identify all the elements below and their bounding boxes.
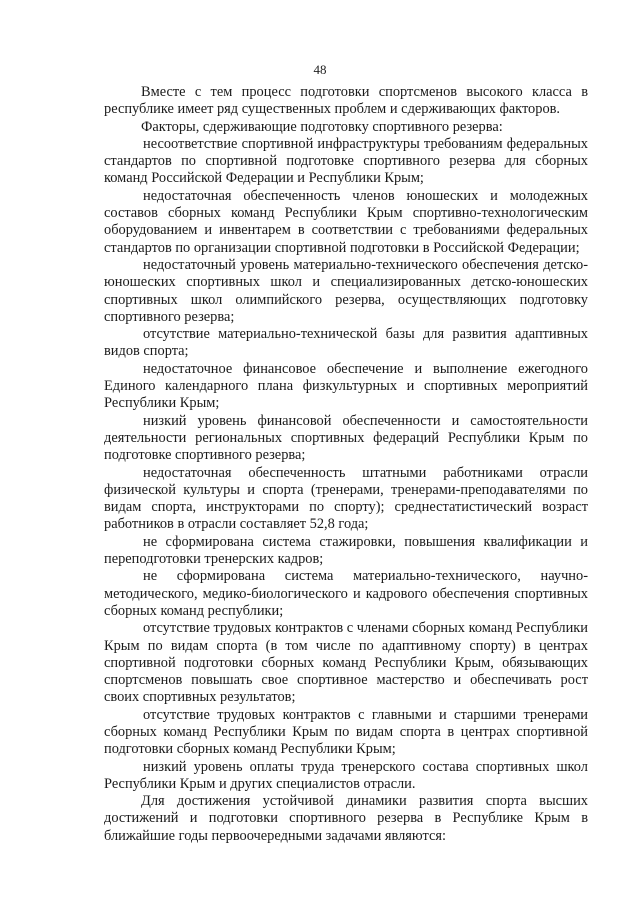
closing-paragraph: Для достижения устойчивой динамики развития спорта высших достижений и подготовки спортивного резерва в Республике Крым в ближайшие годы первоочередными задачами являются:	[104, 793, 588, 844]
factor-item: недостаточная обеспеченность штатными работниками отрасли физической культуры и спорта (тренерами, тренерами-преподавателями по видам спорта, инструкторами по спорту); среднестатистический возраст работников в отрасли составляет 52,8 года;	[104, 464, 588, 533]
document-body	[104, 84, 588, 845]
factor-item: недостаточное финансовое обеспечение и выполнение ежегодного Единого календарного плана физкультурных и спортивных мероприятий Республики Крым;	[104, 360, 588, 412]
factor-item: отсутствие трудовых контрактов с главными и старшими тренерами сборных команд Республики Крым по видам спорта в центрах спортивной подготовки сборных команд Республики Крым;	[104, 706, 588, 758]
factor-item: недостаточная обеспеченность членов юношеских и молодежных составов сборных команд Республики Крым спортивно-технологическим оборудованием и инвентарем в соответствии с требованиями федеральных стандартов по организации спортивной подготовки в Российской Федерации;	[104, 187, 588, 256]
page-number: 48	[313, 62, 327, 77]
factor-item: несоответствие спортивной инфраструктуры требованиям федеральных стандартов по спортивной подготовке спортивного резерва для сборных команд Российской Федерации и Республики Крым;	[104, 135, 588, 187]
intro-paragraph: Вместе с тем процесс подготовки спортсменов высокого класса в республике имеет ряд существенных проблем и сдерживающих факторов.	[104, 84, 588, 118]
factor-item: недостаточный уровень материально-технического обеспечения детско-юношеских спортивных школ и специализированных детско-юношеских спортивных школ олимпийского резерва, осуществляющих подготовку спортивного резерва;	[104, 256, 588, 325]
factor-item: низкий уровень оплаты труда тренерского состава спортивных школ Республики Крым и других специалистов отрасли.	[104, 758, 588, 792]
factor-item: не сформирована система материально-технического, научно-методического, медико-биологического и кадрового обеспечения спортивных сборных команд республики;	[104, 568, 588, 619]
factor-item: отсутствие материально-технической базы для развития адаптивных видов спорта;	[104, 326, 588, 360]
factors-heading: Факторы, сдерживающие подготовку спортивного резерва:	[141, 118, 503, 135]
factor-item: не сформирована система стажировки, повышения квалификации и переподготовки тренерских кадров;	[104, 533, 588, 568]
factor-item: низкий уровень финансовой обеспеченности и самостоятельности деятельности региональных спортивных федераций Республики Крым по подготовке спортивного резерва;	[104, 412, 588, 464]
factor-item: отсутствие трудовых контрактов с членами сборных команд Республики Крым по видам спорта (в том числе по адаптивному спорту) в центрах спортивной подготовки сборных команд Республики Крым, обязывающих спортсменов повышать свое спортивное мастерство и обеспечивать рост своих спортивных результатов;	[104, 620, 588, 706]
